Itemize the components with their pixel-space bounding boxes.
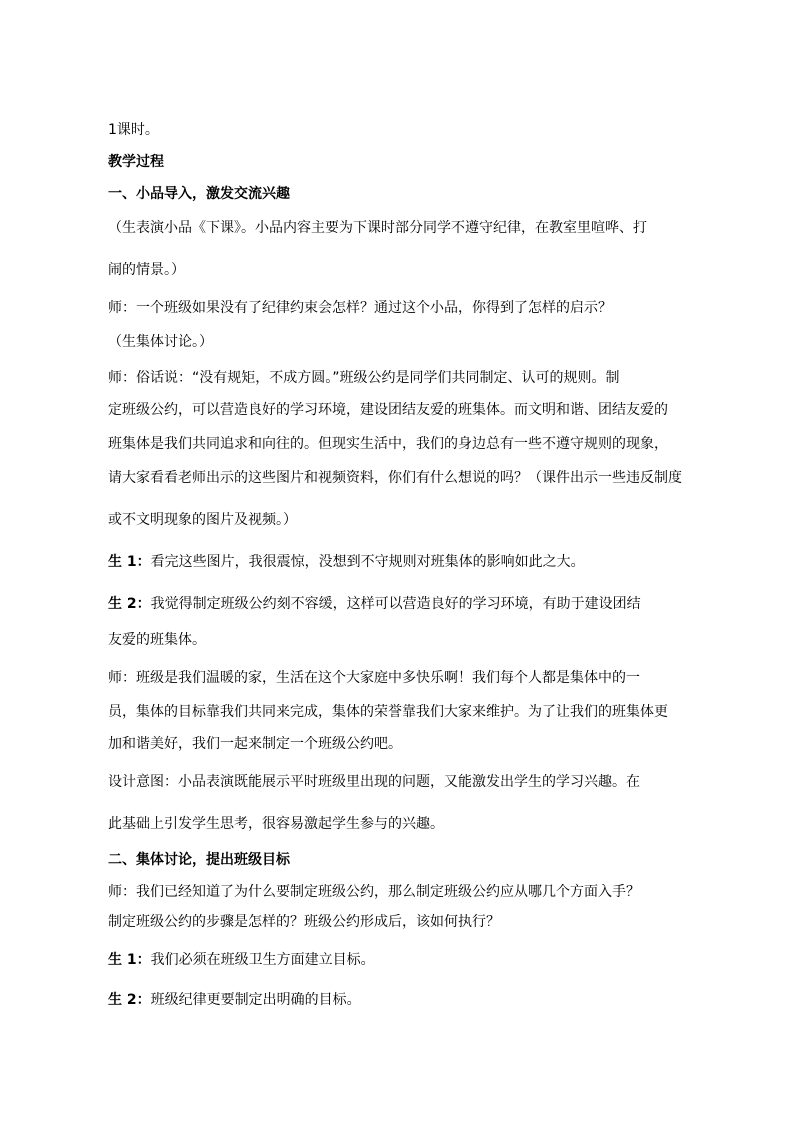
class-hours-line: 1课时。 xyxy=(108,122,159,138)
section-two-heading: 二、集体讨论，提出班级目标 xyxy=(108,852,290,868)
paragraph-line: 制定班级公约的步骤是怎样的？班级公约形成后，该如何执行？ xyxy=(108,914,500,930)
paragraph-line: 班集体是我们共同追求和向往的。但现实生活中，我们的身边总有一些不遵守规则的现象， xyxy=(108,436,668,452)
paragraph-line xyxy=(108,992,361,1008)
paragraph-line: 师：一个班级如果没有了纪律约束会怎样？通过这个小品，你得到了怎样的启示？ xyxy=(108,300,612,316)
paragraph-line: 员，集体的目标靠我们共同来完成，集体的荣誉靠我们大家来维护。为了让我们的班集体更 xyxy=(108,704,668,720)
design-intent-line: 设计意图：小品表演既能展示平时班级里出现的问题，又能激发出学生的学习兴趣。在 xyxy=(108,774,640,790)
speech-text: 班级纪律更要制定出明确的目标。 xyxy=(150,992,361,1008)
paragraph-line: 友爱的班集体。 xyxy=(108,632,206,648)
paragraph-line: 或不文明现象的图片及视频。） xyxy=(108,512,297,528)
paragraph-line: 师：我们已经知道了为什么要制定班级公约，那么制定班级公约应从哪几个方面入手？ xyxy=(108,884,640,900)
paragraph-line xyxy=(108,554,585,570)
speaker-label: 生 2： xyxy=(108,596,151,612)
speaker-label: 生 2： xyxy=(108,992,151,1008)
section-one-heading: 一、小品导入，激发交流兴趣 xyxy=(108,186,290,202)
speaker-label: 生 1： xyxy=(108,952,151,968)
paragraph-line: 师：班级是我们温暖的家，生活在这个大家庭中多快乐啊！我们每个人都是集体中的一 xyxy=(108,670,640,686)
paragraph-line: 师：俗话说：“没有规矩，不成方圆。”班级公约是同学们共同制定、认可的规则。制 xyxy=(108,370,620,386)
paragraph-line: （生表演小品《下课》。小品内容主要为下课时部分同学不遵守纪律，在教室里喧哗、打 xyxy=(108,220,647,236)
teaching-process-heading: 教学过程 xyxy=(108,154,164,170)
speech-text: 我们必须在班级卫生方面建立目标。 xyxy=(150,952,375,968)
paragraph-line: （生集体讨论。） xyxy=(108,334,213,350)
speaker-label: 生 1： xyxy=(108,554,151,570)
design-intent-line: 此基础上引发学生思考，很容易激起学生参与的兴趣。 xyxy=(108,816,444,832)
paragraph-line xyxy=(108,952,375,968)
paragraph-line xyxy=(108,596,641,612)
paragraph-line: 定班级公约，可以营造良好的学习环境，建设团结友爱的班集体。而文明和谐、团结友爱的 xyxy=(108,402,668,418)
speech-text: 看完这些图片，我很震惊，没想到不守规则对班集体的影响如此之大。 xyxy=(150,554,585,570)
paragraph-line: 闹的情景。） xyxy=(108,262,185,278)
paragraph-line: 请大家看看老师出示的这些图片和视频资料，你们有什么想说的吗？（课件出示一些违反制度 xyxy=(108,470,682,486)
paragraph-line: 加和谐美好，我们一起来制定一个班级公约吧。 xyxy=(108,736,402,752)
speech-text: 我觉得制定班级公约刻不容缓，这样可以营造良好的学习环境，有助于建设团结 xyxy=(150,596,641,612)
